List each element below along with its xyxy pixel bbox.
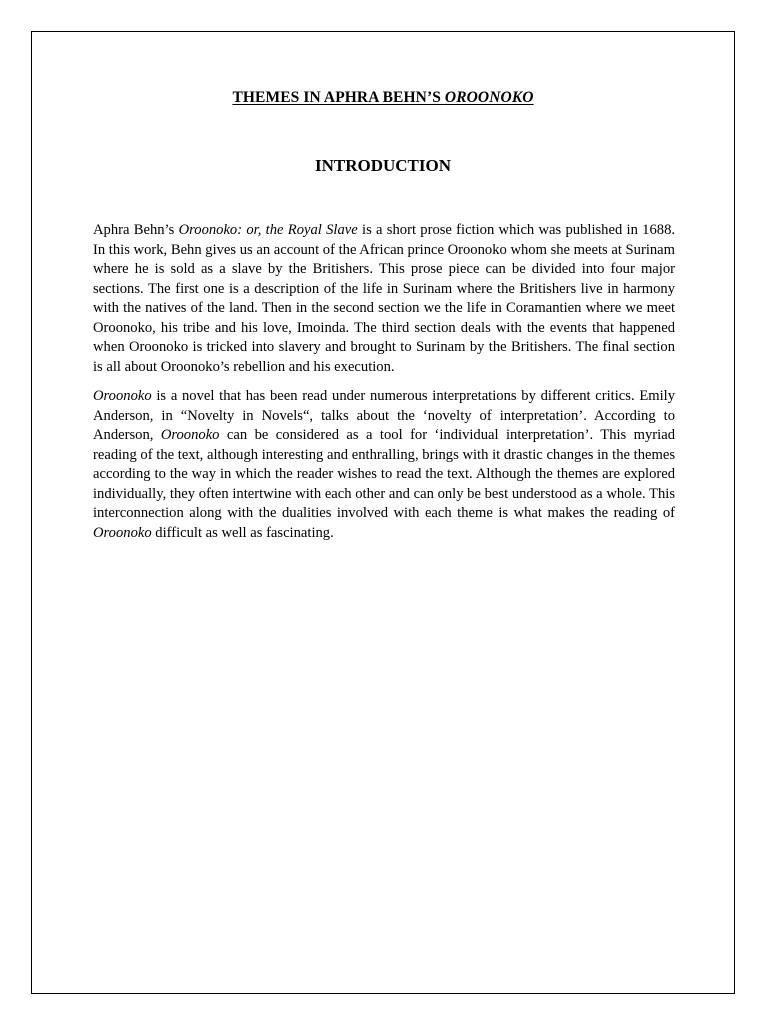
document-page: [31, 31, 735, 994]
paragraph-2-text-b: is a novel that has been read under numerous interpretations by different critics. Emily Anderson, in “Novelty in Novels“, talks about the ‘novelty of interpretation’. According to Anderson,: [93, 388, 675, 443]
title-italic-text: OROONOKO: [444, 89, 534, 106]
paragraph-2-text-d: can be considered as a tool for ‘individual interpretation’. This myriad reading of the text, although interesting and enthralling, brings with it drastic changes in the themes according to the way in which the reader wishes to read the text. Although the themes are explored individually, they often intertwine with each other and can only be best understood as a whole. This interconnection along with the dualities involved with each theme is what makes the reading of: [93, 427, 675, 521]
paragraph-1: [93, 221, 675, 377]
paragraph-2-text-f: difficult as well as fascinating.: [151, 524, 334, 541]
paragraph-1-book-title: Oroonoko: or, the Royal Slave: [178, 222, 358, 238]
section-heading: INTRODUCTION: [314, 156, 452, 175]
title-text: THEMES IN APHRA BEHN’S: [232, 89, 445, 106]
paragraph-2-book-title-3: Oroonoko: [93, 524, 152, 541]
paragraph-1-text-c: is a short prose fiction which was published in 1688. In this work, Behn gives us an account of the African prince Oroonoko whom she meets at Surinam where he is sold as a slave by the Britishers. This prose piece can be divided into four major sections. The first one is a description of the life in Surinam where the Britishers live in harmony with the natives of the land. Then in the second section we the life in Coramantien where we meet Oroonoko, his tribe and his love, Imoinda. The third section deals with the events that happened when Oroonoko is tricked into slavery and brought to Surinam by the Britishers. The final section is all about Oroonoko’s rebellion and his execution.: [93, 222, 676, 375]
document-body: [93, 221, 675, 553]
document-title: [32, 89, 734, 107]
paragraph-1-text-a: Aphra Behn’s: [93, 222, 179, 238]
paragraph-2-book-title-2: Oroonoko: [160, 427, 220, 443]
paragraph-2-book-title-1: Oroonoko: [93, 388, 152, 404]
paragraph-2: [93, 387, 675, 543]
